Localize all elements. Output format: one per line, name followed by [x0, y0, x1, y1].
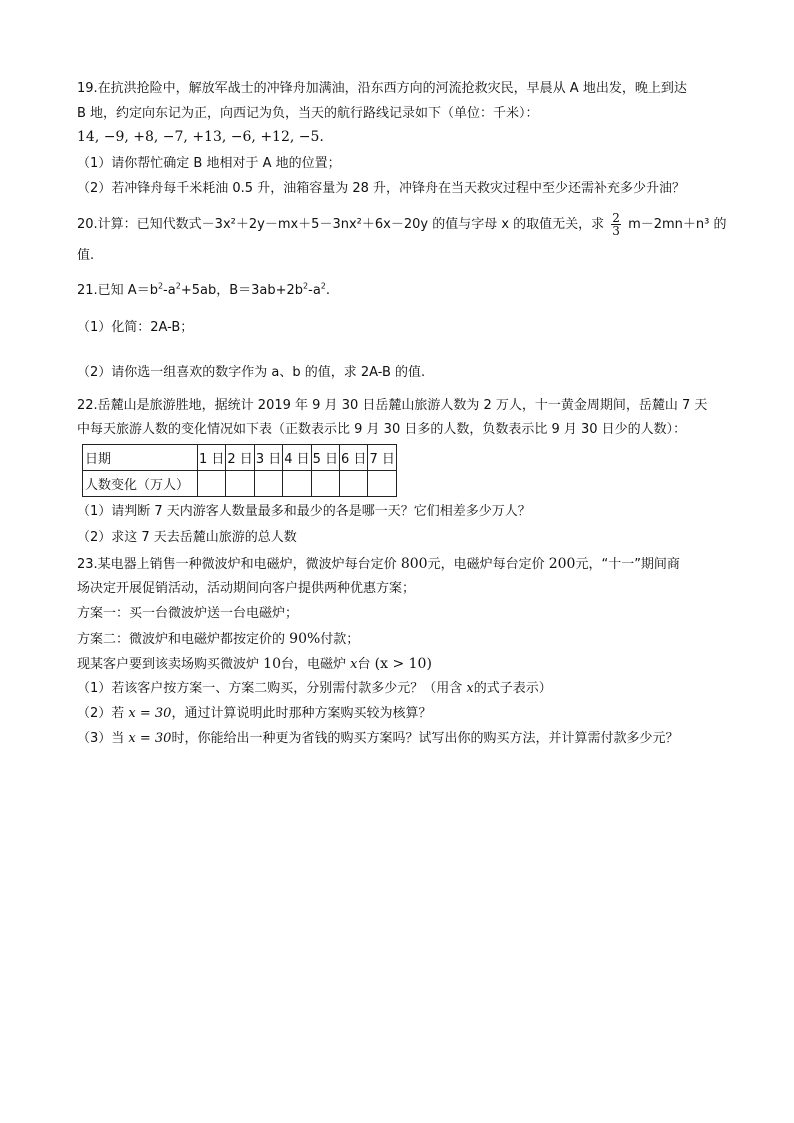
q23-line2: 场决定开展促销活动，活动期间向客户提供两种优惠方案； — [77, 581, 416, 596]
q21-text-d: -a — [308, 283, 321, 298]
table-cell — [254, 471, 282, 497]
q22-part1: （1）请判断 7 天内游客人数量最多和最少的各是哪一天？它们相差多少万人？ — [77, 504, 531, 519]
table-day-6: 6 日 — [340, 445, 368, 471]
q23-buy-var: x — [350, 657, 358, 672]
table-day-7: 7 日 — [368, 445, 396, 471]
table-row-label: 人数变化（万人） — [83, 471, 198, 497]
q20-frac-num: 2 — [612, 211, 620, 225]
q23-buy-text-c: 台 — [357, 657, 371, 672]
table-day-4: 4 日 — [283, 445, 311, 471]
q23-part2 — [77, 705, 431, 723]
q22-line2: 中每天旅游人数的变化情况如下表（正数表示比 9 月 30 日多的人数，负数表示比 9 月 30 日少的人数）： — [77, 422, 687, 437]
q23-text-b: 元，电磁炉每台定价 — [427, 557, 545, 572]
q23-plan1: 方案一：买一台微波炉送一台电磁炉； — [77, 606, 299, 621]
q23-price2: 200 — [548, 556, 576, 572]
q23-buy-text-b: 台，电磁炉 — [280, 657, 346, 672]
q23-part1-var: x — [466, 681, 474, 696]
q21-text-e: . — [325, 283, 331, 298]
q23-part1-text-b: 的式子表示） — [473, 681, 552, 696]
q23-price1: 800 — [400, 556, 428, 572]
q22-line1: 22.岳麓山是旅游胜地，据统计 2019 年 9 月 30 日岳麓山旅游人数为 2 万人，十一黄金周期间，岳麓山 7 天 — [77, 398, 708, 413]
q21-sup3: 2 — [303, 281, 309, 291]
table-day-5: 5 日 — [311, 445, 339, 471]
q19-part1: （1）请你帮忙确定 B 地相对于 A 地的位置； — [77, 156, 341, 171]
table-cell — [311, 471, 339, 497]
table-header-label: 日期 — [83, 445, 198, 471]
table-cell — [198, 471, 226, 497]
q19-part2: （2）若冲锋舟每千米耗油 0.5 升，油箱容量为 28 升，冲锋舟在当天救灾过程中至少还需补充多少升油？ — [77, 181, 686, 196]
q23-part1 — [77, 680, 552, 698]
tourist-change-table — [82, 444, 397, 497]
q20-frac-den: 3 — [612, 224, 620, 238]
table-row — [83, 471, 397, 497]
table-cell — [368, 471, 396, 497]
q23-part2-text-a: （2）若 — [77, 706, 125, 721]
q23-buy-condition: (x > 10) — [374, 656, 432, 672]
q23-text-a: 23.某电器上销售一种微波炉和电磁炉，微波炉每台定价 — [77, 557, 397, 572]
table-cell — [226, 471, 254, 497]
table-row — [83, 445, 397, 471]
q19-records: 14, −9, +8, −7, +13, −6, +12, −5. — [77, 129, 324, 145]
q21-text-b: -a — [163, 283, 176, 298]
q23-part3-text-b: 时，你能给出一种更为省钱的购买方案吗？试写出你的购买方法，并计算需付款多少元？ — [171, 731, 679, 746]
q23-part1-text-a: （1）若该客户按方案一、方案二购买，分别需付款多少元？（用含 — [77, 681, 463, 696]
q23-part2-text-b: ，通过计算说明此时那种方案购买较为核算？ — [171, 706, 432, 721]
q21-line1 — [77, 282, 330, 300]
q23-part3 — [77, 730, 678, 748]
q19-line2: B 地，约定向东记为正，向西记为负，当天的航行路线记录如下（单位：千米）： — [77, 106, 539, 121]
q21-text-c: +5ab，B＝3ab+2b — [180, 283, 304, 298]
q21-sup4: 2 — [320, 281, 326, 291]
q21-part1: （1）化简：2A-B； — [77, 320, 194, 335]
q23-plan2-percent: 90% — [289, 631, 321, 647]
table-day-3: 3 日 — [254, 445, 282, 471]
q23-buy-text-a: 现某客户要到该卖场购买微波炉 — [77, 657, 260, 672]
q20-lead: 20.计算：已知代数式－3x²＋2y－mx＋5－3nx²＋6x－20y 的值与字母 x 的取值无关，求 — [77, 217, 605, 232]
q23-part2-equation: x = 30 — [128, 706, 172, 721]
q20-fraction — [611, 212, 621, 237]
q23-text-c: 元，“十一”期间商 — [575, 557, 680, 572]
q21-text-a: 21.已知 A＝b — [77, 283, 158, 298]
q23-plan2-text-a: 方案二：微波炉和电磁炉都按定价的 — [77, 632, 286, 647]
table-cell — [283, 471, 311, 497]
q21-sup1: 2 — [157, 281, 164, 291]
table-cell — [340, 471, 368, 497]
table-day-2: 2 日 — [226, 445, 254, 471]
table-day-1: 1 日 — [198, 445, 226, 471]
q20-line2: 值. — [77, 248, 95, 263]
q21-part2: （2）请你选一组喜欢的数字作为 a、b 的值，求 2A-B 的值. — [77, 365, 426, 380]
q23-purchase — [77, 655, 432, 674]
q23-buy-num: 10 — [263, 656, 281, 672]
q23-part3-equation: x = 30 — [128, 731, 172, 746]
q21-sup2: 2 — [175, 281, 181, 291]
q20-line1 — [77, 212, 727, 237]
q23-line1 — [77, 555, 680, 574]
q20-tail: m－2mn＋n³ 的 — [628, 217, 727, 232]
q19-line1: 19.在抗洪抢险中，解放军战士的冲锋舟加满油，沿东西方向的河流抢救灾民，早晨从 A 地出发，晚上到达 — [77, 81, 687, 96]
q23-plan2-text-b: 付款； — [320, 632, 360, 647]
q23-part3-text-a: （3）当 — [77, 731, 125, 746]
q22-part2: （2）求这 7 天去岳麓山旅游的总人数 — [77, 530, 297, 545]
q23-plan2 — [77, 630, 359, 649]
